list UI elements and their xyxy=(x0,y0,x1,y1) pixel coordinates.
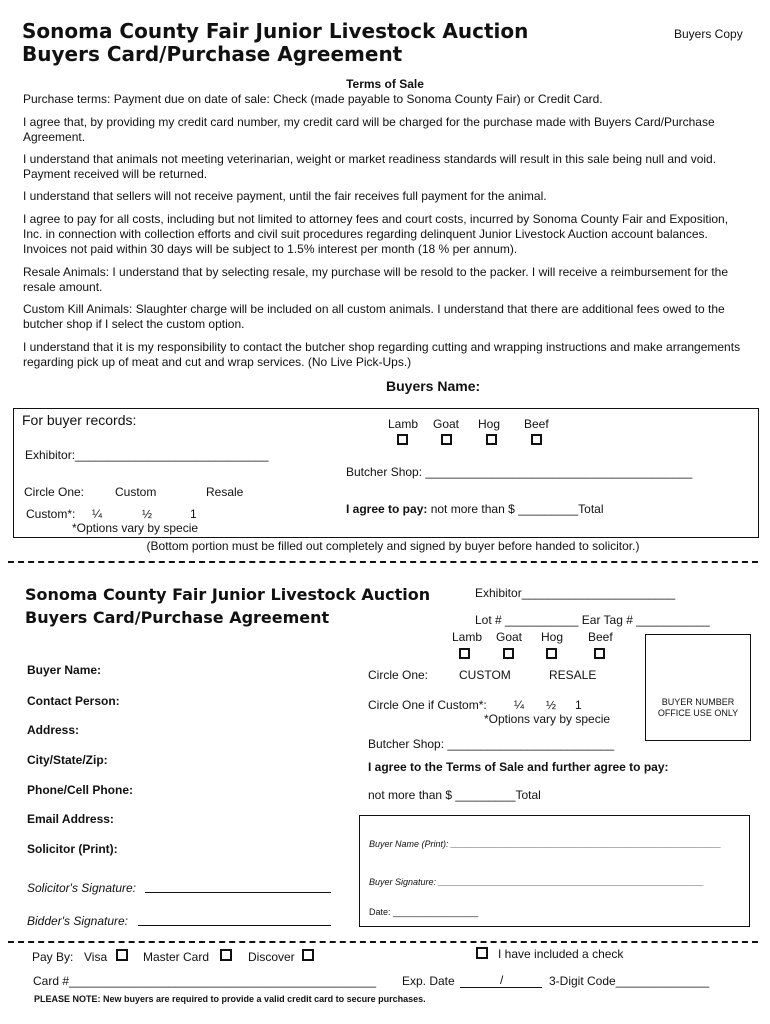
form-title-line2: Buyers Card/Purchase Agreement xyxy=(22,42,403,66)
office-use-text: OFFICE USE ONLY xyxy=(657,708,739,718)
lot-ear-tag-field[interactable]: Lot # ___________ Ear Tag # ___________ xyxy=(475,613,710,627)
animal-label-hog: Hog xyxy=(478,417,501,431)
hog-checkbox[interactable] xyxy=(546,648,557,659)
lower-title-line2: Buyers Card/Purchase Agreement xyxy=(25,608,330,627)
buyer-number-box[interactable] xyxy=(645,634,751,741)
agree-to-pay xyxy=(346,502,604,516)
buyer-records-heading: For buyer records: xyxy=(22,412,137,428)
form-title-line1: Sonoma County Fair Junior Livestock Auction xyxy=(22,19,529,43)
fraction-whole[interactable]: 1 xyxy=(190,507,197,521)
check-included-checkbox[interactable] xyxy=(476,947,488,959)
goat-checkbox[interactable] xyxy=(503,648,514,659)
circle-one-label: Circle One: xyxy=(368,668,429,682)
buyer-number-label xyxy=(645,697,751,719)
buyer-number-text: BUYER NUMBER xyxy=(661,697,735,707)
custom-label: Custom*: xyxy=(26,507,76,521)
buyer-name-print-field[interactable]: Buyer Name (Print): ______________________________________________________ xyxy=(369,839,722,849)
custom-option[interactable]: CUSTOM xyxy=(459,668,511,682)
exp-date-label: Exp. Date xyxy=(402,974,455,988)
fraction-quarter[interactable]: ¼ xyxy=(92,507,103,521)
visa-checkbox[interactable] xyxy=(116,949,128,961)
visa-label: Visa xyxy=(84,950,108,964)
agree-to-pay-bold: I agree to pay: xyxy=(346,502,428,516)
agree-terms-text: I agree to the Terms of Sale and further agree to pay: xyxy=(368,760,669,774)
email-label: Email Address: xyxy=(27,812,114,826)
city-state-zip-label: City/State/Zip: xyxy=(27,753,108,767)
beef-checkbox[interactable] xyxy=(531,434,542,445)
animal-label-lamb: Lamb xyxy=(388,417,419,431)
fraction-half[interactable]: ½ xyxy=(546,698,557,712)
custom-option[interactable]: Custom xyxy=(115,485,157,499)
master-card-checkbox[interactable] xyxy=(220,949,232,961)
terms-paragraph: I agree that, by providing my credit card number, my credit card will be charged for the purchase made with Buyers Card/Purchase Agreement. xyxy=(23,115,715,144)
animal-label-goat: Goat xyxy=(496,630,523,644)
contact-person-label: Contact Person: xyxy=(27,694,120,708)
check-included-label: I have included a check xyxy=(498,947,624,961)
terms-paragraph: I agree to pay for all costs, including but not limited to attorney fees and court costs, incurred by Sonoma County Fair and Exposition, Inc. in connection with collection efforts and civil suit procedures regarding delinquent Junior Livestock Auction account balances. Invoices not paid within 30 days will be subject to 1.5% interest per month (18 % per annum). xyxy=(23,212,729,256)
animal-label-beef: Beef xyxy=(588,630,613,644)
circle-one-label: Circle One: xyxy=(24,485,85,499)
pay-by-label: Pay By: xyxy=(32,950,74,964)
lower-title-line1: Sonoma County Fair Junior Livestock Auction xyxy=(25,585,431,604)
solicitor-print-label: Solicitor (Print): xyxy=(27,842,118,856)
credit-card-note: PLEASE NOTE: New buyers are required to provide a valid credit card to secure purchases. xyxy=(34,994,426,1004)
cut-note: (Bottom portion must be filled out completely and signed by buyer before handed to solicitor.) xyxy=(146,539,640,553)
butcher-shop-field[interactable]: Butcher Shop: ________________________________________ xyxy=(346,465,693,479)
resale-option[interactable]: Resale xyxy=(206,485,244,499)
date-field[interactable]: Date: _________________ xyxy=(369,907,479,917)
address-label: Address: xyxy=(27,723,80,737)
discover-checkbox[interactable] xyxy=(302,949,314,961)
buyer-signature-field[interactable]: Buyer Signature: _____________________________________________________ xyxy=(369,877,704,887)
terms-heading: Terms of Sale xyxy=(346,77,424,91)
fraction-whole[interactable]: 1 xyxy=(575,698,582,712)
master-card-label: Master Card xyxy=(143,950,210,964)
exp-date-slash: / xyxy=(500,973,504,987)
animal-label-beef: Beef xyxy=(524,417,549,431)
solicitor-signature-line[interactable] xyxy=(145,892,331,893)
bidder-signature-label: Bidder's Signature: xyxy=(27,914,129,928)
butcher-shop-field[interactable]: Butcher Shop: _________________________ xyxy=(368,737,615,751)
exhibitor-field[interactable]: Exhibitor_______________________ xyxy=(475,586,676,600)
bidder-signature-line[interactable] xyxy=(138,925,331,926)
animal-label-lamb: Lamb xyxy=(452,630,483,644)
terms-paragraph: I understand that it is my responsibility to contact the butcher shop regarding cutting and wrapping instructions and make arrangements regarding pick up of meat and cut and wrap services. (No Live Pick-Ups.) xyxy=(23,340,741,369)
circle-custom-label: Circle One if Custom*: xyxy=(368,698,487,712)
terms-paragraph: Resale Animals: I understand that by selecting resale, my purchase will be resold to the packer. I will receive a reimbursement for the resale amount. xyxy=(23,265,729,294)
cut-line xyxy=(8,561,758,563)
resale-option[interactable]: RESALE xyxy=(549,668,597,682)
buyers-name-label: Buyers Name: xyxy=(386,378,481,394)
goat-checkbox[interactable] xyxy=(441,434,452,445)
discover-label: Discover xyxy=(248,950,295,964)
animal-label-hog: Hog xyxy=(541,630,564,644)
beef-checkbox[interactable] xyxy=(594,648,605,659)
not-more-than-field[interactable]: not more than $ _________Total xyxy=(368,788,541,802)
solicitor-signature-label: Solicitor's Signature: xyxy=(27,881,137,895)
fraction-half[interactable]: ½ xyxy=(142,507,153,521)
lamb-checkbox[interactable] xyxy=(459,648,470,659)
terms-paragraph: I understand that sellers will not receive payment, until the fair receives full payment for the animal. xyxy=(23,189,547,203)
fraction-quarter[interactable]: ¼ xyxy=(514,698,525,712)
animal-label-goat: Goat xyxy=(433,417,460,431)
terms-paragraph: I understand that animals not meeting veterinarian, weight or market readiness standards will result in this sale being null and void. Payment received will be returned. xyxy=(23,152,717,181)
options-note: *Options vary by specie xyxy=(484,712,611,726)
card-number-field[interactable]: Card #______________________________________________ xyxy=(33,974,377,988)
cvc-field[interactable]: 3-Digit Code______________ xyxy=(549,974,710,988)
exhibitor-field[interactable]: Exhibitor:_____________________________ xyxy=(25,448,269,462)
phone-label: Phone/Cell Phone: xyxy=(27,783,134,797)
options-note: *Options vary by specie xyxy=(72,521,199,535)
lamb-checkbox[interactable] xyxy=(397,434,408,445)
exp-date-line[interactable] xyxy=(460,987,542,988)
payment-divider xyxy=(8,941,758,943)
agree-to-pay-amount[interactable]: not more than $ _________Total xyxy=(427,502,604,516)
hog-checkbox[interactable] xyxy=(486,434,497,445)
terms-paragraph: Custom Kill Animals: Slaughter charge will be included on all custom animals. I understand that there are additional fees owed to the butcher shop if I select the custom option. xyxy=(23,302,725,331)
terms-paragraph: Purchase terms: Payment due on date of sale: Check (made payable to Sonoma County Fair) or Credit Card. xyxy=(23,92,603,106)
copy-label: Buyers Copy xyxy=(674,27,743,41)
buyer-name-label: Buyer Name: xyxy=(27,663,102,677)
